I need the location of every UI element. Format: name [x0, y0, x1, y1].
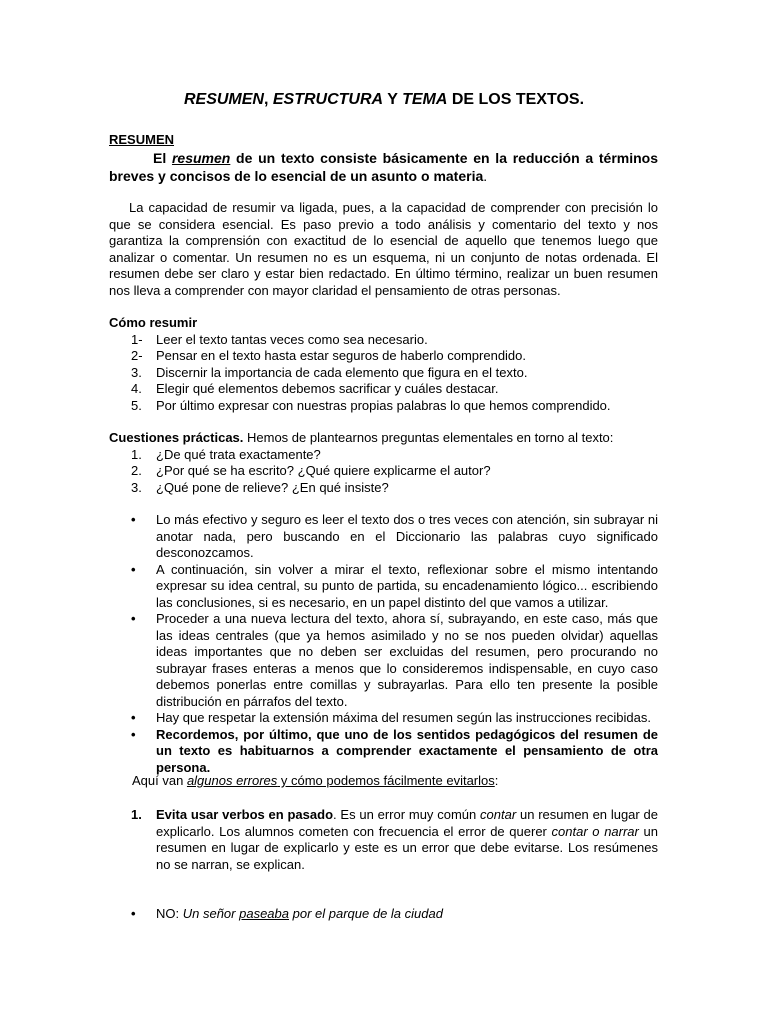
bullet-symbol: • [131, 561, 136, 577]
error-em-2: contar o narrar [551, 823, 639, 839]
list-item-text: Por último expresar con nuestras propias palabras lo que hemos comprendido. [156, 397, 611, 413]
example-bullet [109, 906, 658, 923]
example-text-1: Un señor [182, 906, 240, 921]
list-item-text: Leer el texto tantas veces como sea necesario. [156, 331, 428, 347]
title-part-estructura: ESTRUCTURA [272, 91, 384, 108]
definition-keyword: resumen [171, 149, 231, 166]
example-label: NO: [156, 906, 183, 921]
title-part-y: Y [383, 91, 403, 108]
errores-intro [109, 773, 658, 790]
cuestiones-intro-text: Hemos de plantearnos preguntas elementales en torno al texto: [243, 430, 614, 445]
list-marker: 4. [131, 381, 142, 396]
list-marker: 3. [131, 479, 142, 495]
bullet-text: Proceder a una nueva lectura del texto, ahora sí, subrayando, en este caso, más que las ideas centrales (que ya hemos asimilado y no se nos pueden olvidar) aquellas ideas importantes que no deben ser excluidas del resumen, pero procurando no subrayar frases enteras a menos que lo consideremos indispensable, en cuyo caso debemos ponerlas entre comillas y subrayarlas. Para ello ten presente la posible distribución en párrafos del texto. [156, 611, 658, 709]
errores-intro-colon: : [494, 773, 499, 788]
list-item [109, 381, 658, 398]
section-heading-resumen: RESUMEN [109, 132, 175, 147]
bullet-symbol: • [131, 710, 136, 725]
como-resumir-section [109, 315, 658, 414]
bullet-item [109, 710, 658, 727]
list-item [109, 332, 658, 349]
error-title: Evita usar verbos en pasado [156, 807, 334, 822]
example-verb: paseaba [239, 906, 289, 921]
resumen-section [109, 132, 658, 185]
list-marker: 2- [131, 348, 143, 363]
error-item-1 [109, 807, 658, 873]
title-part-rest: DE LOS TEXTOS. [447, 91, 585, 108]
list-item [109, 447, 658, 464]
document-title [0, 90, 768, 110]
list-item [109, 480, 658, 497]
resumen-paragraph: La capacidad de resumir va ligada, pues, a la capacidad de comprender con precisión lo que se considera esencial. Es paso previo a todo análisis y comentario del texto y nos garantiza la comprensión con exactitud de lo esencial de aquello que tenemos luego que analizar o comentar. Un resumen no es un esquema, ni un conjunto de notas ordenada. El resumen debe ser claro y estar bien redactado. En último término, realizar un buen resumen nos lleva a comprender con mayor claridad el pensamiento de otras personas. [109, 200, 658, 298]
errores-intro-lead: Aquí van [132, 773, 187, 788]
cuestiones-intro [109, 430, 658, 447]
error-em-1: contar [480, 807, 517, 822]
section-heading-cuestiones: Cuestiones prácticas. [109, 430, 244, 445]
list-item [109, 348, 658, 365]
list-item-text: Elegir qué elementos debemos sacrificar y cuáles destacar. [156, 381, 499, 396]
list-marker: 5. [131, 397, 142, 413]
list-item-text: Discernir la importancia de cada elemento que figura en el texto. [156, 364, 528, 380]
bullet-item [109, 562, 658, 612]
example-text-2: por el parque de la ciudad [289, 906, 443, 921]
definition-body: de un texto consiste básicamente en la reducción a términos breves y concisos de lo esencial de un asunto o materia [109, 149, 658, 184]
cuestiones-section [109, 430, 658, 496]
bullet-item [109, 611, 658, 710]
bullet-item-bold [109, 727, 658, 777]
bullet-text: Recordemos, por último, que uno de los sentidos pedagógicos del resumen de un texto es habituarnos a comprender exactamente el pensamiento de otra persona. [156, 726, 658, 775]
list-marker: 2. [131, 463, 142, 478]
list-marker: 3. [131, 364, 142, 380]
bullet-text: A continuación, sin volver a mirar el texto, reflexionar sobre el mismo intentando expresar su idea central, su punto de partida, su encadenamiento lógico... escribiendo las conclusiones, si es necesario, en un papel distinto del que vamos a utilizar. [156, 561, 658, 610]
errores-intro-emphasis: algunos errores [186, 773, 278, 788]
tips-bullet-list [109, 512, 658, 776]
list-marker: 1. [131, 807, 142, 822]
list-item [109, 365, 658, 382]
cuestiones-list [109, 447, 658, 497]
error-text-1: . Es un error muy común [333, 807, 481, 822]
bullet-text: Hay que respetar la extensión máxima del resumen según las instrucciones recibidas. [156, 710, 651, 725]
title-part-tema: TEMA [402, 91, 448, 108]
bullet-item [109, 906, 658, 923]
list-item-text: ¿Por qué se ha escrito? ¿Qué quiere explicarme el autor? [156, 463, 491, 478]
errores-intro-rest: y cómo podemos fácilmente evitarlos [277, 773, 495, 788]
bullet-symbol: • [131, 512, 136, 527]
numbered-item [109, 807, 658, 873]
list-item-text: Pensar en el texto hasta estar seguros de haberlo comprendido. [156, 348, 527, 363]
bullet-symbol: • [131, 726, 136, 742]
bullet-symbol: • [131, 906, 136, 921]
definition-period: . [483, 167, 488, 184]
definition-lead: El [153, 149, 172, 166]
resumen-definition [109, 149, 658, 185]
error-text-3: un resumen en lugar de explicarlo y este es un error que debe evitarse. Los resúmenes no se narran, se explican. [156, 823, 658, 872]
list-item-text: ¿De qué trata exactamente? [156, 446, 321, 462]
title-part-resumen: RESUMEN [183, 91, 264, 108]
list-item [109, 463, 658, 480]
list-item-text: ¿Qué pone de relieve? ¿En qué insiste? [156, 479, 389, 495]
list-marker: 1- [131, 331, 143, 347]
error-text-2: un resumen en lugar de explicarlo. Los alumnos cometen con frecuencia el error de querer [156, 807, 658, 839]
como-resumir-list [109, 332, 658, 415]
bullet-text: Lo más efectivo y seguro es leer el texto dos o tres veces con atención, sin subrayar ni anotar nada, pero buscando en el Diccionario las palabras cuyo significado desconozcamos. [156, 512, 658, 560]
bullet-item [109, 512, 658, 562]
title-part-comma: , [263, 91, 273, 108]
bullet-symbol: • [131, 611, 136, 626]
section-heading-como-resumir: Cómo resumir [109, 315, 198, 330]
list-item [109, 398, 658, 415]
list-marker: 1. [131, 446, 142, 462]
